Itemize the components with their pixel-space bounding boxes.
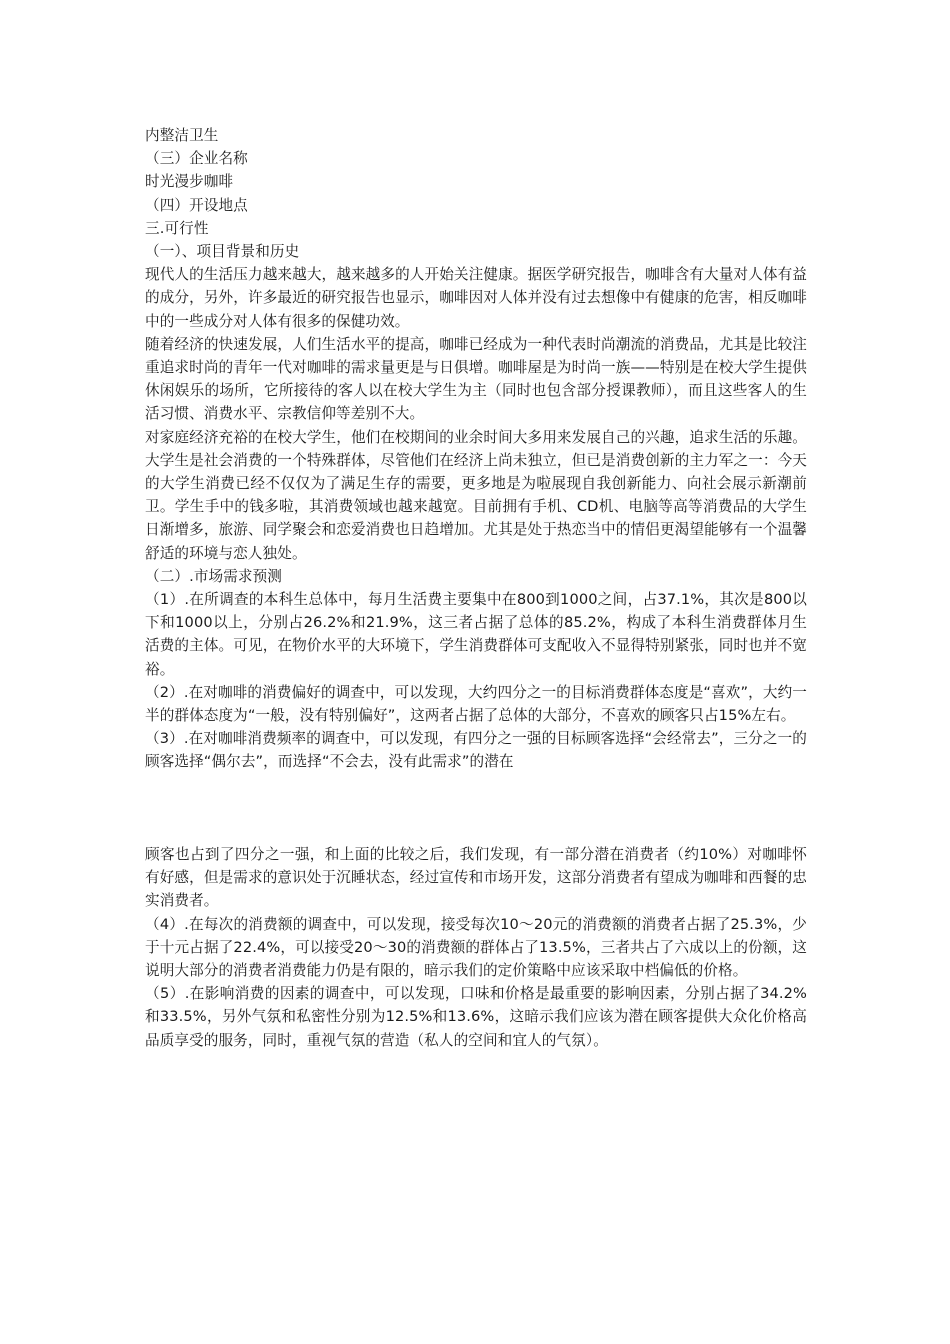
document-section-top bbox=[145, 124, 807, 774]
paragraph-survey-living-expenses: （1）.在所调查的本科生总体中，每月生活费主要集中在800到1000之间，占37.1%，其次是800以下和1000以上，分别占26.2%和21.9%，这三者占据了总体的85.2%，构成了本科生消费群体月生活费的主体。可见，在物价水平的大环境下，学生消费群体可支配收入不显得特别紧张，同时也并不宽裕。 bbox=[145, 591, 807, 678]
paragraph-survey-preference: （2）.在对咖啡的消费偏好的调查中，可以发现，大约四分之一的目标消费群体态度是“喜欢”，大约一半的群体态度为“一般，没有特别偏好”，这两者占据了总体的大部分，不喜欢的顾客只占15%左右。 bbox=[145, 683, 807, 725]
document-section-bottom bbox=[145, 843, 807, 1052]
paragraph-survey-spending: （4）.在每次的消费额的调查中，可以发现，接受每次10～20元的消费额的消费者占据了25.3%，少于十元占据了22.4%，可以接受20～30的消费额的群体占了13.5%，三者共占了六成以上的份额，这说明大部分的消费者消费能力仍是有限的，暗示我们的定价策略中应该采取中档偏低的价格。 bbox=[145, 915, 807, 980]
paragraph-economic-development: 随着经济的快速发展，人们生活水平的提高，咖啡已经成为一种代表时尚潮流的消费品，尤其是比较注重追求时尚的青年一代对咖啡的需求量更是与日俱增。咖啡屋是为时尚一族——特别是在校大学生提供休闲娱乐的场所，它所接待的客人以在校大学生为主（同时也包含部分授课教师），而且这些客人的生活习惯、消费水平、宗教信仰等差别不大。 bbox=[145, 335, 807, 423]
company-name-value: 时光漫步咖啡 bbox=[145, 173, 234, 191]
text-line-hygiene: 内整洁卫生 bbox=[145, 127, 219, 144]
heading-company-name: （三）企业名称 bbox=[145, 150, 248, 168]
heading-location: （四）开设地点 bbox=[145, 196, 248, 214]
paragraph-survey-frequency: （3）.在对咖啡消费频率的调查中，可以发现，有四分之一强的目标顾客选择“会经常去”，三分之一的顾客选择“偶尔去”，而选择“不会去，没有此需求”的潜在 bbox=[145, 730, 807, 771]
heading-market-demand: （二）.市场需求预测 bbox=[145, 567, 282, 585]
paragraph-health-trend: 现代人的生活压力越来越大，越来越多的人开始关注健康。据医学研究报告，咖啡含有大量对人体有益的成分，另外，许多最近的研究报告也显示，咖啡因对人体并没有过去想像中有健康的危害，相反咖啡中的一些成分对人体有很多的保健功效。 bbox=[145, 266, 807, 330]
paragraph-potential-customers: 顾客也占到了四分之一强，和上面的比较之后，我们发现，有一部分潜在消费者（约10%）对咖啡怀有好感，但是需求的意识处于沉睡状态，经过宣传和市场开发，这部分消费者有望成为咖啡和西餐的忠实消费者。 bbox=[145, 846, 807, 910]
heading-project-background: （一）、项目背景和历史 bbox=[145, 243, 300, 261]
heading-feasibility: 三.可行性 bbox=[145, 219, 209, 237]
paragraph-student-consumption: 对家庭经济充裕的在校大学生，他们在校期间的业余时间大多用来发展自己的兴趣，追求生活的乐趣。大学生是社会消费的一个特殊群体，尽管他们在经济上尚未独立，但已是消费创新的主力军之一：今天的大学生消费已经不仅仅为了满足生存的需要，更多地是为啦展现自我创新能力、向社会展示新潮前卫。学生手中的钱多啦，其消费领域也越来越宽。目前拥有手机、CD机、电脑等高等消费品的大学生日渐增多，旅游、同学聚会和恋爱消费也日趋增加。尤其是处于热恋当中的情侣更渴望能够有一个温馨舒适的环境与恋人独处。 bbox=[145, 428, 807, 562]
paragraph-survey-factors: （5）.在影响消费的因素的调查中，可以发现，口味和价格是最重要的影响因素，分别占据了34.2%和33.5%，另外气氛和私密性分别为12.5%和13.6%，这暗示我们应该为潜在顾客提供大众化价格高品质享受的服务，同时，重视气氛的营造（私人的空间和宜人的气氛）。 bbox=[145, 985, 807, 1049]
